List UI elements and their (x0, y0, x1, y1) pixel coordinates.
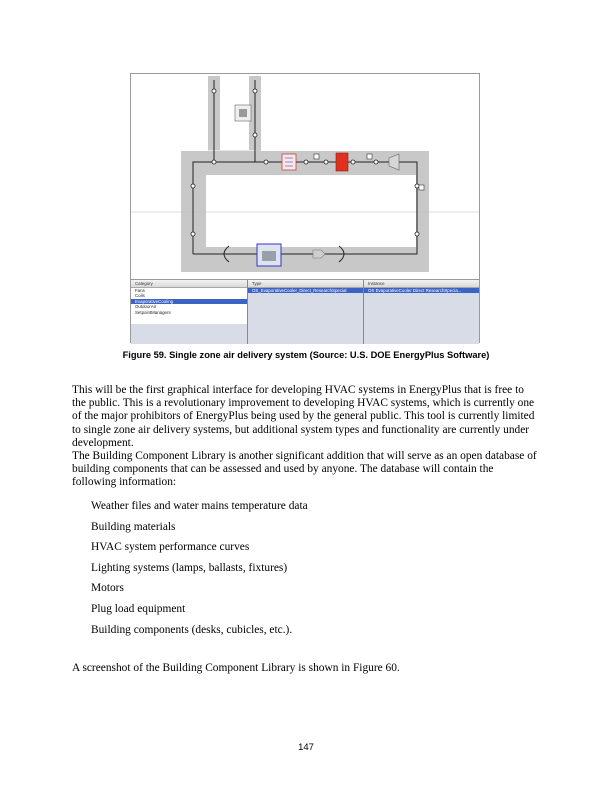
list-item: Motors (91, 582, 124, 595)
instance-item-selected[interactable]: OS EvaporativeCooler Direct ResearchSpecia... (364, 288, 479, 293)
setpoint-icon (314, 154, 319, 159)
page-number: 147 (298, 742, 314, 753)
list-item: Weather files and water mains temperature data (91, 500, 308, 512)
hvac-editor-screenshot (130, 73, 480, 343)
category-column (131, 280, 248, 344)
type-header: Type (248, 280, 363, 288)
category-item[interactable]: OutdoorAir (135, 304, 157, 310)
instance-column (364, 280, 479, 344)
list-item: HVAC system performance curves (91, 541, 250, 554)
type-item-selected[interactable]: OS_EvaporativeCooler_Direct_ResearchSpecial (248, 288, 363, 293)
outlet-node-icon (419, 185, 424, 190)
paragraph: This will be the first graphical interface for developing HVAC systems in EnergyPlus that is free to the public. This is a revolutionary improvement to developing HVAC systems, which is currently one of the major prohibitors of EnergyPlus being used by the general public. This tool is currently limited to single zone air delivery systems, but additional system types and functionality are currently under development. (72, 384, 535, 449)
category-item[interactable]: SetpointManagers (135, 309, 171, 315)
information-list (91, 500, 308, 644)
body-paragraphs (72, 384, 540, 490)
category-list (131, 288, 247, 324)
setpoint-icon-2 (367, 154, 372, 159)
category-item-selected[interactable]: EvaporativeCooling (131, 299, 247, 304)
heating-coil-icon (336, 153, 348, 171)
category-item[interactable]: Coils (135, 293, 145, 299)
figure-caption: Figure 59. Single zone air delivery system (Source: U.S. DOE EnergyPlus Software) (122, 350, 490, 360)
thermal-zone-area (206, 175, 416, 247)
list-item: Plug load equipment (91, 602, 186, 615)
list-item: Building components (desks, cubicles, etc.). (91, 623, 293, 636)
category-header: Category (131, 280, 247, 288)
instance-header: Instance (364, 280, 479, 288)
type-column (248, 280, 364, 344)
air-loop-diagram (131, 74, 479, 279)
closing-paragraph: A screenshot of the Building Component Library is shown in Figure 60. (72, 662, 400, 674)
component-library-panel (131, 279, 479, 344)
paragraph: The Building Component Library is another significant addition that will serve as an open database of building components that can be assessed and used by anyone. The database will contain the following information: (72, 450, 537, 489)
category-item[interactable]: Fans (135, 288, 145, 293)
list-item: Building materials (91, 520, 176, 533)
list-item: Lighting systems (lamps, ballasts, fixtures) (91, 561, 288, 574)
